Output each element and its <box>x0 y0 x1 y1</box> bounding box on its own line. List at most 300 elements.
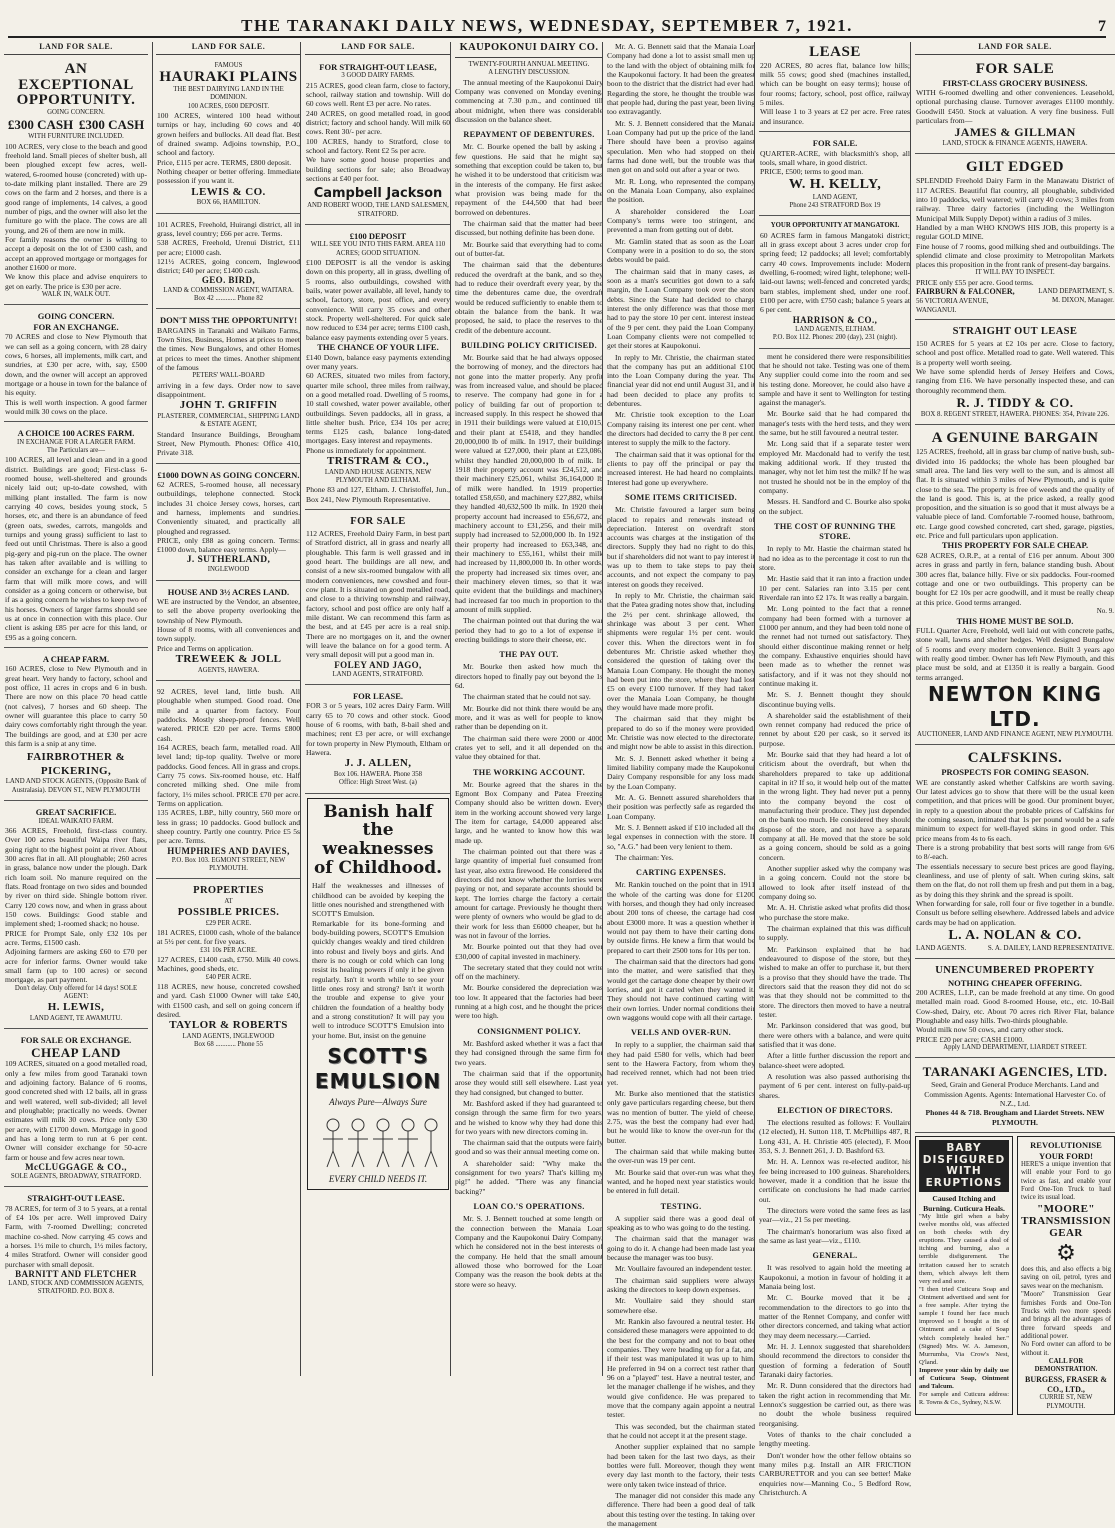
ad-heading: GOING CONCERN. <box>37 311 115 322</box>
ad-body: Half the weaknesses and illnesses of childhood can be avoided by keeping the little ones nourished and strengthened with SCOTT'S Emulsion. <box>312 881 444 919</box>
listing: 220 ACRES, 80 acres flat, balance low hills; milk 55 cows; good shed (machines installed, which can be bought on easy terms); house of four rooms; factory, school, post office, railway 5 miles. <box>760 60 910 108</box>
agent-contact: Box 42 ............ Phone 82 <box>193 294 264 302</box>
ad-body: WITH 6-roomed dwelling and other conveniences. Leasehold, optional purchasing clause. Turnover averages £1100 monthly. Goodwill £450. Stock at valuation. A very fine business. Full particulars from— <box>916 88 1114 126</box>
article-headline: KAUPOKONUI DAIRY CO. <box>455 42 603 58</box>
ad-house-and-land <box>156 584 301 681</box>
article-section-heading: LOAN CO.'S OPERATIONS. <box>473 1202 585 1212</box>
ad-body: 70 ACRES and close to New Plymouth that we can sell as a going concern, with 28 dairy cows, 6 horses, all implements, milk cart, and sundries, at £30 per acre, with, say, £500 down, and the owner will accept an approved mortgage or a house in town for the balance of his equity. <box>5 332 147 398</box>
ad-body: 60 ACRES farm in famous Mangatoki district; all in grass except about 3 acres under crop for spring feed; 12 paddocks; all level; comfortably carry 40 cows. Improvements include: Modern dwelling, 6-roomed; wired light, telephone; well-laid-out lawns; well-fenced and concreted yards; barn stables, implement shed, under one roof. £100 per acre, with £750 cash; balance 5 years at 6 per cent. <box>760 230 910 315</box>
agent-name: HUMPHRIES AND DAVIES, <box>167 845 290 856</box>
ad-lease <box>759 42 911 132</box>
article-paragraph: Mr. Parkinson considered that was good, but there were others with a balance, and were quite satisfied that it was done. <box>759 1021 911 1049</box>
article-paragraph: The chairman said that they might be prepared to do so if the money were provided. Mr. Christie was now elected to the directorate, and might now be able to assist in this direction. <box>607 714 755 752</box>
ad-note: CALL FOR DEMONSTRATION. <box>1034 1358 1098 1374</box>
article-paragraph: Mr. S. J. Bennett asked whether it being a limited liability company made the Kaupokonui Dairy Company responsible for any loss made by the Loan Company. <box>607 753 755 791</box>
listing: 164 ACRES, beach farm, metalled road. All level land; tip-top quality. Twelve or more paddocks. Good fences. All in grass and crops. Carry 75 cows. Six-roomed house, etc. Half concreted milking shed. One mile from factory, 1½ miles school. PRICE £70 per acre. Terms on application. <box>157 742 300 808</box>
ad-price: Price, £115 per acre. TERMS, £800 deposit. <box>157 157 292 167</box>
article-paragraph: Another supplier asked why the company was in a going concern. Could not the store be allowed to look after itself instead of the company doing so. <box>759 864 911 902</box>
ad-heading: HAURAKI PLAINS <box>159 69 298 86</box>
column-4-news <box>450 42 603 1376</box>
ad-body: HERE'S a unique invention that will enable your Ford to go twice as fast, and enable your Ford One-Ton Truck to haul twice its usual load. <box>1021 1160 1111 1202</box>
ad-heading: CHEAP LAND <box>31 1044 121 1060</box>
ad-subheading: FAMOUS <box>214 61 243 69</box>
ad-heading: BABY DISFIGURED WITH ERUPTIONS <box>919 1140 1009 1192</box>
article-paragraph: Mr. Long pointed to the fact that a rennet company had been formed with a turnover at £1000 per annum, and they had been told none of the rennet had not turned out satisfactory. They should either discontinue making rennet or help the company. Exhaustive enquiries should have been made as to whether the rennet was satisfactory, and if it was not they should not continue making it. <box>759 604 911 688</box>
ad-heading: Banish half the weaknesses of Childhood. <box>313 801 443 878</box>
ad-body: 160 ACRES, close to New Plymouth and in great heart. Very handy to factory, school and post office, 11 acres in crops and 6 in bush. There are now on this place 70 head cattle (not calves), 7 horses and 60 sheep. The owner will guarantee this place to carry 50 dairy cows comfortably right through the year. The buildings are good, and at £30 per acre this farm is a snip at any time. <box>5 664 147 749</box>
ad-heading: FOR SALE OR EXCHANGE. <box>20 1035 132 1046</box>
ad-subheading: PETERS' WALL-BOARD <box>192 372 265 380</box>
column-2 <box>152 42 301 1376</box>
agent-address: PLASTERER, COMMERCIAL, SHIPPING LAND & ESTATE AGENT, <box>157 412 300 429</box>
ad-body: 100 ACRES, wintered 100 head without turnips or hay, including 60 cows and 40 grown heifers and bullocks. All dead flat. Best of drained swamp. Adjoins township, P.O., school and factory. <box>157 111 300 158</box>
article-paragraph: Mr. Bourke then asked how much the directors hoped to finally pay out beyond the 1s 6d. <box>455 662 603 690</box>
listing: 181 ACRES, £1000 cash, whole of the balance at 5½ per cent. for five years. <box>157 927 300 947</box>
ad-subheading: GOING CONCERN. <box>47 109 105 117</box>
ad-heading: AN EXCEPTIONAL OPPORTUNITY. <box>16 60 136 109</box>
ad-body: 100 ACRES, very close to the beach and good freehold land. Small pieces of shelter bush, all been ploughed except few acres, well-watered, 6-roomed house (concreted) with up-to-date milking plant installed. There are 29 cows on the farm and 2 horses, and there is a good range of implements, 14 calves, a good number of pigs, and the owner will also let the furniture go with the place. The cows are all young, and 26 of them are now in milk. <box>5 141 147 235</box>
agent-name: McCLUGGAGE & CO., <box>25 1161 127 1172</box>
ad-cheap-farm <box>4 651 148 801</box>
agent-address: BOX 8. REGENT STREET, HAWERA. PHONES: 354, Private 226. <box>920 411 1110 419</box>
ad-footer: WALK IN, WALK OUT. <box>41 291 111 299</box>
ad-properties <box>156 882 301 1054</box>
column-5-news <box>602 42 755 1528</box>
article-section-heading: THE WORKING ACCOUNT. <box>473 767 585 777</box>
article-paragraph: Mr. Voullaire favoured an independent tester. <box>615 1264 753 1274</box>
agent-address: 56 VICTORIA AVENUE, WANGANUI. <box>916 297 989 314</box>
article-section-heading: REPAYMENT OF DEBENTURES. <box>463 130 595 140</box>
article-paragraph: A shareholder considered the Loan Company's terms were too stringent, and prevented a man from getting out of debt. <box>607 206 755 235</box>
article-paragraph: The chairman said that if the opportunity arose they would still sell elsewhere. Last year they had consigned, but changed to butter. <box>455 1068 603 1097</box>
ad-body: FOR 3 or 5 years, 102 acres Dairy Farm. Will carry 65 to 70 cows and other stock. Good house of 6 rooms, with bath, 8-bail shed and machines; rent £3 per acre, or will exchange for town property in New Plymouth, Eltham or Hawera. <box>306 701 450 758</box>
article-paragraph: The chairman said that the debentures reduced the overdraft at the bank, and so they had to reduce their overdraft every year, by the time the debentures came due, the overdraft would be reduced sufficiently to enable them to obtain the balance from the bank. It was proposed, he said, to place the reserves to the credit of the debenture account. <box>455 260 603 335</box>
ad-body: 200 ACRES, L.I.P., can be made freehold at any time. On good metalled main road. Good 8-roomed House, etc., etc. 10-Bail Cow-shed, Dairy, etc. About 70 acres rich River Flat, balance Ploughable and easy hills. Two-thirds ploughable. <box>916 988 1114 1026</box>
article-section-heading: SOME ITEMS CRITICISED. <box>625 493 737 503</box>
ad-heading: LEASE <box>809 44 861 60</box>
ad-heading: TARANAKI AGENCIES, LTD. <box>922 1064 1108 1080</box>
article-paragraph: Mr. H. A. Lennox was re-elected auditor, his fee being increased to 100 guineas. Shareholders, however, made it a condition that he issue the certificate on conclusions he had made carried out. <box>759 1157 911 1204</box>
ad-body: 112 ACRES, Freehold Dairy Farm, in best part of Stratford district, all in grass and nearly all ploughable. This farm is well grassed and in good heart. The buildings are all new, and consist of a new six-roomed bungalow with all modern conveniences, new cowshed and four-cow plant. It is situated on good metalled road, and close to a thriving township and railway, factory, school and post office are only half a mile distant. We can recommend this farm as the best, and at £45 per acre is a real snip. There are no mortgages on it, and the owner will leave the balance on for a good term. A very small deposit will put a good man in. <box>306 528 450 660</box>
ad-heading: FOR AN EXCHANGE. <box>33 321 119 332</box>
article-paragraph: The elections resulted as follows: F. Voullaire (12 elected), H. Sutton 118, T. McPhillips 487, R. Long 431, A. H. Christie 405 (elected), F. Moor 353, S. J. Bennett 261, J. D. Bashford 63. <box>759 1118 911 1156</box>
article-paragraph: The chairman said that in many cases, as soon as a man's securities got down to a safe margin, the Loan Company took over the store debts. Since the State had decided to charge interest the only difference was that those men had to pay the store 10 per cent. interest instead of the 9 per cent. they paid the Loan Company. Loan Company clients were not compelled to get their stores at Kaupokonui. <box>607 266 755 351</box>
article-paragraph: Mr. S. J. Bennett asked if £10 included all the legal expenses in connection with the store. If so, "A.G." had been very lenient to them. <box>607 823 755 851</box>
ad-body: WE are constantly asked whether Calfskins are worth saving. Our latest advices go to show that there will be the usual keen competition, and that prices will be good. Our prominent buyer, in reply to a question about the probable prices of Calfskins for the coming season, intimated that 1s per pound would be a safe minimum to expect for well-flayed skins in good order. This price means from 4s to 6s each. <box>916 777 1114 843</box>
agent-name: J. SUTHERLAND, <box>186 554 271 565</box>
ad-body: QUARTER-ACRE, with blacksmith's shop, all tools, small whare, in good district. <box>760 148 910 167</box>
price-right: £300 CASH <box>78 117 145 133</box>
ad-body: 628 ACRES, O.R.P., at a rental of £16 per annum. About 300 acres in grass and partly in fern, balance standing bush. About 300 acres flat, balance hilly. Five or six paddocks. Four-roomed cottage and one or two outbuildings. This property can be bought for £2 10s per acre goodwill, and it must be really cheap at this price. Good terms arranged. <box>916 550 1114 607</box>
article-section-heading: BUILDING POLICY CRITICISED. <box>461 340 597 350</box>
article-paragraph: Mr. Bourke agreed that the shares in the Egmont Box Company and Patea Freezing Company should also be written down. Every item in the working account showed very large. The item for cartage, £4,000 appeared also large, and he wanted to know how this was made up. <box>455 779 603 845</box>
article-paragraph: Mr. S. J. Bennett touched at some length on the connection between the Manaia Loan Company and the Kaupokonui Dairy Company, which he considered not in the best interests of the company. He held that the small amount allowed those who borrowed for the Loan Company was the reason the book debts at the store were so heavy. <box>455 1214 603 1289</box>
ad-body: Fine house of 7 rooms, good milking shed and outbuildings. The splendid climate and close proximity to Metropolitan Markets places this proposition in the front rank of present-day bargains. <box>916 241 1114 270</box>
ad-heading: Caused Itching and Burning. Cuticura Heals. <box>923 1194 1005 1213</box>
article-paragraph: Mr. Bourke said that they had heard a lot of criticism about the overdraft, but when the shareholders prepared to take up additional capital in it? If so, it would help out of the matter in the wrong light. They had never put a penny into the company beyond the cost of manufacturing their produce. They just depended on the bank too much. He considered they should dispose of the store, and not have a separate company at all. He moved that the store be sold as a going concern, should be sold as a going concern. <box>759 750 911 862</box>
article-paragraph: A shareholder said the establishment of their own rennet company had reduced the price of rennet by about £20 per cask, so it served its purpose. <box>759 710 911 748</box>
ad-body: We have some good house properties and building sections for sale; also Broadway sections at £40 per foot. <box>306 155 450 183</box>
ad-straight-out-lease <box>4 1190 148 1302</box>
ad-geo-bird <box>156 217 301 310</box>
article-paragraph: Mr. Bourke said that over-run was what they wanted, and he hoped next year statistics would be entered in full detail. <box>607 1167 755 1196</box>
ad-heading: GREAT SACRIFICE. <box>35 807 117 818</box>
ad-dont-miss <box>156 312 301 463</box>
article-paragraph: The chairman explained that this was difficult to supply. <box>759 924 911 943</box>
agent-name: J. J. ALLEN, <box>344 757 412 770</box>
ad-body: 125 ACRES, freehold, all in grass bar clump of native bush, sub-divided into 16 paddocks; the whole has been ploughed bar small area. The land lies very well to the sun, and is almost all flat. It is situated within 3 miles of New Plymouth, and is quite close to the sea. The property is free of weeds and the quality of the land is good. This is, at the price asked, a really good proposition, and the situation is so good that it must always be a valuable piece of land. Comfortable 7-roomed house, bathroom, etc. Large good cowshed concreted, cart shed, garage, pigsties, etc. Price and full particulars upon application. <box>916 447 1114 541</box>
ad-hauraki-plains <box>156 59 301 214</box>
column-header: LAND FOR SALE. <box>305 42 451 55</box>
ad-heading: UNENCUMBERED PROPERTY <box>935 964 1095 976</box>
agent-address: LAND AND HOUSE AGENTS, NEW PLYMOUTH AND ELTHAM. <box>324 468 432 485</box>
article-paragraph: This was seconded, but the chairman stated that he could not accept it at the present stage. <box>607 1421 755 1440</box>
ad-body: Remarkable for its bone-forming and body-building powers, SCOTT'S Emulsion quickly changes weakly and tired children into robust and lively boys and girls. And there is no cough or cold which can long resist its healing powers if only it be given regularly. Isn't it worth while to see your little ones rosy and strong? Isn't it worth the trouble and expense to give your children the foundation of a healthy body and a strong constitution? It will pay you well to introduce SCOTT'S Emulsion into your home. But, insist on the genuine <box>312 918 444 1040</box>
column-header: LAND FOR SALE. <box>4 42 148 55</box>
article-paragraph: Mr. Bourke said that everything had to come out of butter-fat. <box>455 239 603 258</box>
article-paragraph: Mr. Hastie said that it ran into a fraction under 10 per cent. Salaries ran into 3.15 per cent. Riverdale ran into £2 17s. It was really a bargain. <box>759 574 911 602</box>
listing: 538 ACRES, Freehold, Urenui District, £11 per acre; £1000 cash. <box>157 238 300 257</box>
ad-straight-out-lease <box>305 59 451 225</box>
ad-note: Apply LAND DEPARTMENT, LIARDET STREET. <box>943 1044 1087 1052</box>
article-paragraph: Mr. Bashford asked if they had guaranteed to consign through the same firm for two years, and he wished to know why they had done this for two years with new directors coming in. <box>455 1098 603 1136</box>
article-paragraph: The directors were voted the same fees as last year—viz., 21 5s per meeting. <box>759 1205 911 1225</box>
ad-heading: FOR LEASE. <box>352 690 404 701</box>
ad-body: Improve your skin by daily use of Cuticura Soap, Ointment and Talcum. <box>919 1366 1009 1391</box>
agent-row <box>916 287 1114 314</box>
article-paragraph: Mr. Bourke said that he had compared the manager's tests with the herd tests, and they were the same, but he still favoured a neutral tester. <box>759 409 911 438</box>
ad-body: When forwarding for sale, roll four or five together in a bundle. Consult us before selling elsewhere. Addressed labels and advice cards may be had on application. <box>916 898 1114 927</box>
ad-subheading: WILL SEE YOU INTO THIS FARM. AREA 110 ACRES; GOOD SITUATION. <box>310 241 446 257</box>
ad-subheading: £29 PER ACRE. <box>205 919 252 927</box>
agent-address: LAND AGENT, TE AWAMUTU. <box>29 1014 123 1022</box>
agent-contact: Box 106. HAWERA. Phone 358 <box>333 770 423 778</box>
ad-heading: YOUR OPPORTUNITY AT MANGATOKI. <box>770 222 900 230</box>
ad-body: Nothing cheaper or better offering. Immediate possession if you want it. <box>157 166 300 186</box>
article-paragraph: The annual meeting of the Kaupokonui Dairy Company was convened on Monday evening, commencing at 7.30 p.m., and continued till about midnight, when there was considerable discussion on the balance sheet. <box>455 77 603 124</box>
article-paragraph: The chairman: Yes. <box>615 852 674 862</box>
ad-heading: THE CHANCE OF YOUR LIFE. <box>317 342 439 353</box>
agent-address: INGLEWOOD <box>207 566 250 574</box>
masthead-title: THE TARANAKI DAILY NEWS, WEDNESDAY, SEPTEMBER 7, 1921. <box>241 16 853 35</box>
column-7 <box>910 42 1115 1410</box>
agent-address: LAND & COMMISSION AGENT, WAITARA. <box>163 286 294 294</box>
article-paragraph: The chairman's honorarium was also fixed at the same as last year—viz., £110. <box>759 1226 911 1245</box>
ad-cheap-land <box>4 1032 148 1187</box>
ad-for-sale <box>305 513 451 685</box>
ad-heading: GILT EDGED <box>966 159 1064 176</box>
ad-unencumbered-property <box>915 962 1115 1059</box>
article-paragraph: In reply to a supplier, the chairman said that they had paid £580 for vells, which had been sent to the Hawera Factory, from whom they had received rennet, which had not been tried yet. <box>607 1040 755 1087</box>
ad-body: £100 DEPOSIT is all the vendor is asking down on this property, all in grass, dwelling of 5 rooms, also outbuildings, cowshed with bails, water power available, all level, handy to school, factory, store, post office, and every convenience. Will carry 35 cows and other stock. Property well-sheltered. For quick sale now reduced to £34 per acre; terms £100 cash, balance easy payments extending over 5 years. <box>306 258 450 342</box>
ad-heading: FOR SALE. <box>812 138 858 149</box>
agent-name: JAMES & GILLMAN <box>954 125 1076 140</box>
ad-body: No Ford owner can afford to be without it. <box>1021 1341 1111 1357</box>
ad-body: 62 ACRES, 5-roomed house, all necessary outbuildings, telephone connected. Stock includes 31 choice Jersey cows, horses, cart and harness, implements and sundries. Conveniently situated, and practically all ploughed and regrassed. <box>157 480 300 536</box>
ad-subheading: The Particulars are— <box>46 447 106 455</box>
article-paragraph: Mr. Gamlin stated that as soon as the Loan Company were in a position to do so, the store debts would be paid. <box>607 236 755 265</box>
article-section-heading: GENERAL. <box>812 1251 858 1261</box>
agent-contact: P.O. Box 112. Phones: 200 (day), 231 (night). <box>772 334 898 342</box>
ad-body: "Moore" Transmission Gear furnishes Fords and One-Ton Trucks with two more speeds and brings all the advantages of three forward speeds and additional power. <box>1021 1291 1111 1340</box>
article-paragraph: The chairman said that while making butter the over-run was 19 per cent. <box>607 1147 755 1166</box>
agent-block <box>916 287 1030 314</box>
article-section-heading: VELLS AND OVER-RUN. <box>630 1028 732 1038</box>
agent-address: LAND AGENTS, STRATFORD. <box>332 670 424 678</box>
column-6 <box>754 42 911 1497</box>
agent-name: TREWEEK & JOLL <box>175 653 282 666</box>
ad-heading: CALFSKINS. <box>967 750 1063 767</box>
article-paragraph: A shareholder said: "Why make the consignment for two years? That's killing my pig!" he added. "There was any financial backing?" <box>455 1158 603 1196</box>
ad-body: £140 Down, balance easy payments extending over many years. <box>306 352 450 371</box>
ad-body: 366 ACRES, Freehold, first-class country. Over 100 acres beautiful Waipa river flats, going right to the highest point at river. About 300 acres flat in all. All ploughable; 260 acres in grass, balance now under the plough. Dark rich loam soil. No manure required on the flats. Road frontage on two sides and bounded by river on third side. Shingle bottom river. Carry 120 cows now, and when in grass about 150 cows. Buildings: Good stable and implement shed; 1-roomed shack; no house. <box>5 825 147 929</box>
ad-choice-farm <box>4 425 148 648</box>
ad-body: Adjoining farmers are asking £60 to £70 per acre for inferior farms. Owner would take small farm (up to 100 acres) or second mortgage, as part payment. <box>5 947 147 985</box>
article-paragraph: Another supplier explained that no sample had been taken for the last two days, as their bottles were full. Moreover, though they went every day last month to the factory, their tests were only taken twice instead of thrice. <box>607 1442 755 1489</box>
ad-for-lease <box>305 688 451 794</box>
article-paragraph: After a little further discussion the report and balance-sheet were adopted. <box>759 1051 911 1070</box>
brand-logo: SCOTT'S EMULSION <box>314 1043 442 1093</box>
ad-scotts-emulsion <box>307 798 449 1191</box>
ad-great-sacrifice <box>4 804 148 1029</box>
agent-address: LAND AGENTS. <box>916 944 967 953</box>
agent-contact: Standard Insurance Buildings, Brougham Street, New Plymouth. Phones: Office 410, Private 318. <box>157 429 300 458</box>
ad-body: This is well worth inspection. A good farmer would milk 30 cows on the place. <box>5 397 147 416</box>
article-paragraph: Mr. Long said that if a separate tester were employed Mr. Macdonald had to verify the test, making additional work. If they trusted the manager, why not let him test the milk? If he was not trusted he should not be in the employ of the company. <box>759 439 911 496</box>
ad-note: WITH FURNITURE INCLUDED. <box>28 133 124 141</box>
children-illustration <box>313 1111 443 1171</box>
ad-price: PRICE for Prompt Sale, only £32 10s per acre. Terms, £1500 cash. <box>5 928 147 947</box>
article-paragraph: Mr. Voullaire said they should start somewhere else. <box>607 1296 755 1315</box>
article-paragraph: The manager did not consider this made any difference. There had been a good deal of talk about this testing over the testing. In taking over the management <box>607 1490 755 1528</box>
agent-address: AUCTIONEER, LAND AND FINANCE AGENT, NEW PLYMOUTH. <box>917 731 1113 739</box>
agent-address: P.O. Box 103. EGMONT STREET, NEW PLYMOUTH. <box>171 856 286 872</box>
article-paragraph: The chairman said that it was optional for the clients to pay off the principal or pay the increased interest. He had heard no complaints. Interest had gone up everywhere. <box>607 449 755 487</box>
listing: 127 ACRES, £1400 cash, £750. Milk 40 cows. Machines, good sheds, etc. <box>157 954 300 974</box>
agent-department: LAND DEPARTMENT, S. M. DIXON, Manager. <box>1038 287 1114 304</box>
ad-price: PRICE, only £88 as going concern. Terms: £1000 down, balance easy terms. Apply— <box>157 536 300 555</box>
ad-body: We know this place and advise enquirers to get on early. The price is £30 per acre. <box>5 272 147 291</box>
ad-heading: PROPERTIES <box>193 885 264 897</box>
ad-subheading: IN EXCHANGE FOR A LARGER FARM. <box>16 438 136 446</box>
agent-address: LAND AGENTS, ELTHAM. <box>795 325 875 333</box>
article-paragraph: Mr. Bourke considered the depreciation was too low. It appeared that the factories had been running at a high cost, and he thought the prices were too high. <box>455 983 603 1021</box>
ad-body: The essentials necessary to secure best prices are good flaying, cleanliness, and use of plenty of salt. When curing skins, salt them on the flat, do not roll them up fresh and put them in a bag, as by doing this they shrink and the spread is spoilt. <box>916 861 1114 899</box>
ad-heading: FOR SALE <box>350 516 406 528</box>
ad-body: Phones 44 & 718. Brougham and Liardet Streets. NEW PLYMOUTH. <box>925 1108 1105 1127</box>
ad-heading: "MOORE" TRANSMISSION GEAR <box>1021 1202 1111 1239</box>
ad-subheading: 3 GOOD DAIRY FARMS. <box>341 72 415 80</box>
agent-contact: Phone 83 and 127, Eltham. J. Christoffel, Jun., Box 241, New Plymouth Representative. <box>306 485 450 504</box>
listing: 135 ACRES, LBP., hilly country, 560 more or less in grass; 10 paddocks. Good bullock and sheep country. Partly one country. Price £5 5s per acre. Terms. <box>157 808 300 846</box>
ad-heading: PROSPECTS FOR COMING SEASON. <box>941 767 1089 778</box>
agent-address: LAND AGENT, <box>812 193 858 201</box>
ad-humphries-davies <box>156 684 301 879</box>
agent-address: BOX 66, HAMILTON. <box>196 199 261 207</box>
ad-body: arriving in a few days. Order now to save disappointment. <box>157 380 300 400</box>
ad-body: There is a strong probability that best sorts will range from 6/6 to 8/-each. <box>916 842 1114 862</box>
article-paragraph: In reply to Mr. Hastie the chairman stated he had no idea as to the percentage it cost to run the store. <box>759 544 911 572</box>
ad-body: does this, and also effects a big saving on oil, petrol, tyres and saves wear on the mechanism. <box>1021 1266 1111 1290</box>
article-paragraph: Mr. Christie took exception to the Loan Company raising its interest one per cent. when the directors had decided to carry the 8 per cent. interest to supply the milk to the factory. <box>607 410 755 448</box>
ad-price: PRICE £20 per acre; CASH £1000. <box>916 1034 1024 1044</box>
agent-name: GEO. BIRD, <box>201 275 256 286</box>
ad-heading: DON'T MISS THE OPPORTUNITY! <box>159 315 298 326</box>
listing: 240 ACRES, on good metalled road, in good district; factory and school handy. Will milk 60 cows. Rent 30/- per acre. <box>306 108 450 137</box>
article-paragraph: Mr. Bourke said that he had always opposed the borrowing of money, and the directors had not gone into the matter properly. Any profit was from increased value, and should be placed to reserve. The company had gone in for a policy of building far out of proportion to increased supply. In this respect he showed that in 1911 their buildings were valued at £10,015, and their plant at £5418, and they handled 20,000,000 lb of milk. In 1917, their buildings were valued at £27,000, their plant at £23,086, whilst they handled 20,000,000 lb of milk. In 1918 their property account was £24,512, and their machinery £25,061, whilst 36,164,000 lb of milk were handled. In 1919 properties totalled £58,650, and machinery £27,882, whilst they handled 40,632,500 lb milk. In 1920 their property account had increased to £56,672, and machinery account to £31,256, and their milk supply had increased to 52,000,000 lb. In 1921 their property had increased to £63,348, and their machinery to £55,161, whilst their milk had increased by 11,800,000 lb. In other words, the property had increased six times over, and their machinery eleven times, so that it was quite evident that the buildings and machinery had increased far too much in proportion to the amount of milk supplied. <box>455 352 603 614</box>
article-paragraph: The chairman said there were 2000 or 4000 crates yet to sell, and it all depended on the value they obtained for that. <box>455 733 603 762</box>
article-paragraph: Messrs. H. Sandford and C. Bourke also spoke on the subject. <box>759 497 911 516</box>
ad-heading: HOUSE AND 3½ ACRES LAND. <box>167 586 290 597</box>
article-paragraph: ment he considered there were responsibilities that he should not take. Testing was one of them. Any supplier could come into the room and see his testing done. Moreover, he could also have a sample and have it sent to Wellington for testing against the manager's. <box>759 351 911 408</box>
ad-body: For family reasons the owner is willing to accept a deposit on the lot of £300 cash, and accept an approved mortgage or mortgages for another £1600 or more. <box>5 235 147 273</box>
ad-moore-gear <box>1017 1136 1115 1415</box>
ad-body: 60 ACRES, situated two miles from factory, quarter mile school, three miles from railway, on a good metalled road. Dwelling of 5 rooms, 10 stall cowshed, water power available, other outbuildings. Seven paddocks, all in grass, a little shelter bush. Price, £34 10s per acre; terms £125 cash, balance long-dated mortgages. Easy interest and repayments. <box>306 371 450 446</box>
article-paragraph: Mr. S. J. Bennett considered that the Manaia Loan Company had put up the price of the land. There should have been a proviso against speculation. Men who had stopped on their farms had done well, but the trouble was that men got on and sold out after a year or two. <box>607 118 755 175</box>
tagline: Always Pure—Always Sure <box>329 1097 427 1108</box>
ad-body: Phone us immediately for appointment. <box>306 445 427 455</box>
agent-contact: Box 68 ............ Phone 55 <box>193 1041 264 1049</box>
article-paragraph: It was resolved to again hold the meeting at Kaupokonui, a motion in favour of holding it at Manaia being lost. <box>759 1263 911 1292</box>
ad-body: BARGAINS in Taranaki and Waikato Farms, Town Sites, Business, Homes at prices to meet the times. New Bungalows, and other Homes at prices to meet the times. Another shipment of the famous <box>157 325 300 373</box>
ad-body: Would milk now 50 cows, and carry other stock. <box>916 1025 1064 1035</box>
ad-subheading: £40 PER ACRE. <box>205 973 252 981</box>
article-section-heading: ELECTION OF DIRECTORS. <box>777 1105 893 1115</box>
article-paragraph: The chairman said that the manager was going to do it. A change had been made last year because the manager was too busy. <box>607 1234 755 1263</box>
article-paragraph: Mr. Bourke pointed out that they had over £30,000 of capital invested in machinery. <box>455 942 603 961</box>
article-paragraph: Mr. Christie favoured a larger sum being placed to repairs and renewals instead of depreciation. Interest on overdraft store accounts was charges at the instigation of the directors. Supply they had no right to do this, but if shareholders did not want to pay interest it was up to them to take steps to pay their accounts, and not expect the company to pay interest on goods they received. <box>607 505 755 589</box>
article-paragraph: Mr. Parkinson explained that he had endeavoured to dispose of the store, but they wished to make an offer to purchase it, but there is a proviso that they should have the trade. The directors said that the reason they did not do so was that they should not be committed to the store. The directors then moved to have a neutral tester. <box>759 944 911 1019</box>
ad-body: Handled by a man WHO KNOWS HIS JOB, this property is a regular GOLD MINE. <box>916 222 1114 242</box>
article-paragraph: Mr. Bashford asked whether it was a fact that they had consigned through the same firm for two years. <box>455 1038 603 1067</box>
ad-mangatoki <box>759 219 911 348</box>
ad-body: 100 ACRES, all level and clean and in a good district. Buildings are good; First-class 6-roomed house, well-sheltered and grounds nicely laid out; up-to-date cowshed, with milking plant installed. The farm is now carrying 40 cows, besides young stock, 5 horses, etc, and there is an abundance of feed (green oats, swedes, carrots, mangolds and turnips and young grass) sufficient to last to feed out until Christmas. There is also a good pig-gery and pig-run on the place. The owner has taken after available and is willing to consider an exchange for a clean and larger farm that will milk more cows, and will consider as a going concern or otherwise, but if as a going concern he wishes to keep two of his horses. Owners of larger farms should see us at once in connection with this place. Our client is asking £85 per acre for this land, or £95 as a going concern. <box>5 455 147 642</box>
ad-1000-down <box>156 467 301 581</box>
ad-subheading: AT <box>224 898 233 906</box>
page-number: 7 <box>1098 18 1106 35</box>
gear-icon: ⚙ <box>1056 1240 1076 1266</box>
ad-100-deposit <box>305 228 451 510</box>
ad-footer: EVERY CHILD NEEDS IT. <box>328 1174 428 1185</box>
article-paragraph: Mr. Bourke did not think there would be any more, and it was as well for people to know rather than be depending on it. <box>455 703 603 732</box>
article-paragraph: The chairman pointed out that there was a large quantity of imperial fuel consumed from last year, also extra firewood. He considered the directors did not know whether the lorries were paying or not, and separate accounts should be kept. The lorries charge the factory a certain amount for cartage. Previously he thought there were plenty of owners who would be glad to do their work for less than £6000 cheaper, but he was not in favour of the lorries. <box>455 846 603 940</box>
ad-body: For sample and Cuticura address: R. Towns & Co., Sydney, N.S.W. <box>919 1391 1009 1406</box>
article-paragraph: Mr. Burke also mentioned that the statistics only gave particulars regarding cheese, but there was no mention of butter. The yield of cheese, 2.75, was the best the company had ever had, but he would like to know the over-run for the butter. <box>607 1089 755 1145</box>
ad-body: SPLENDID Freehold Dairy Farm in the Manawatu District of 117 ACRES. Beautiful flat country, all ploughable, subdivided into 10 paddocks, well watered; will carry 40 cows; 3 miles from railway. Three dairy factories (including the Wellington Municipal Milk Supply Depot) within a radius of 3 miles. <box>916 176 1114 223</box>
article-paragraph: The secretary stated that they could not write off on the machinery. <box>455 962 603 982</box>
masthead <box>8 10 1106 38</box>
column-header: LAND FOR SALE. <box>915 42 1115 55</box>
ad-gilt-edged <box>915 157 1115 320</box>
agent-name: W. H. KELLY, <box>788 177 882 193</box>
ad-heading: STRAIGHT OUT LEASE <box>952 326 1078 338</box>
article-paragraph: Mr. A. G. Bennett assured shareholders that their position was perfectly safe as regarded the Loan Company. <box>607 793 755 821</box>
ad-going-concern <box>4 308 148 422</box>
ad-heading: FIRST-CLASS GROCERY BUSINESS. <box>942 77 1088 88</box>
article-paragraph: The chairman stated that he could not say. <box>463 692 591 702</box>
column-1 <box>4 42 148 1376</box>
price-row <box>5 117 147 133</box>
article-section-heading: CONSIGNMENT POLICY. <box>477 1026 581 1036</box>
column-3 <box>300 42 451 1376</box>
agent-name: FAIRBURN & FALCONER, <box>916 287 1015 297</box>
agent-address: AGENTS, HAWERA. <box>197 666 260 674</box>
article-paragraph: A resolution was also passed authorising the payment of 6 per cent. interest on fully-paid-up shares. <box>759 1071 911 1100</box>
ad-heading: £100 DEPOSIT <box>349 230 407 241</box>
ad-heading: A GENUINE BARGAIN <box>931 430 1099 447</box>
agent-name: JOHN T. GRIFFIN <box>179 399 278 412</box>
ad-heading: £1000 DOWN AS GOING CONCERN. <box>157 469 300 480</box>
article-paragraph: The chairman said suppliers were always asking the directors to keep down expenses. <box>607 1275 755 1295</box>
bottom-ads-row <box>915 1136 1115 1415</box>
ad-body: FULL Quarter Acre, Freehold, well laid out with concrete paths, stone wall, lawns and shelter hedges. Well designed Bungalow of 5 rooms and every modern convenience. Built 3 years ago with really good timber. Owner has left New Plymouth, and this place must be sold, and at £1350 it is really a bargain. Good terms arranged. <box>916 625 1114 682</box>
ad-note: IT WILL PAY TO INSPECT. <box>975 269 1055 277</box>
ad-heading: A CHOICE 100 ACRES FARM. <box>17 428 135 439</box>
ad-heading: REVOLUTIONISE YOUR FORD! <box>1030 1140 1102 1161</box>
agent-name: R. J. TIDDY & CO. <box>956 395 1074 411</box>
article-paragraph: Don't wonder how the other fellow obtains so many miles p.g. Install an AIR FRICTION CARBURETTOR and you can see better! Make enquiries now—Manning Co., 5 Bedford Row, Christchurch. A <box>759 1450 911 1497</box>
article-paragraph: Mr. C. Bourke opened the ball by asking a few questions. He said that he might say something that exception could be taken to, but he wished it to be understood that criticism was in the interests of the company. He first asked what provision was being made for the repayment of the £44,500 that had been borrowed on debentures. <box>455 142 603 217</box>
ad-body: Price and Terms on application. <box>157 643 254 653</box>
article-paragraph: Mr. A. H. Christie asked what profits did those who purchase the store make. <box>759 903 911 922</box>
ad-blacksmith <box>759 135 911 216</box>
ad-body: Seed, Grain and General Produce Merchants. Land and Commission Agents. Agents: International Harvester Co. of N.Z., Ltd. <box>924 1080 1106 1109</box>
listing: 215 ACRES, good clean farm, close to factory, school, railway station and township. Will do 60 cows well. Rent £3 per acre. No rates. <box>306 80 450 109</box>
agent-address: Office: High Street West. (a) <box>339 779 417 787</box>
agent-name: FAIRBROTHER & PICKERING, <box>26 751 126 777</box>
agent-name: NEWTON KING LTD. <box>928 681 1102 731</box>
ad-number: No. 9. <box>1096 606 1114 615</box>
ad-subheading: IDEAL WAIKATO FARM. <box>38 817 114 825</box>
article-section-heading: TESTING. <box>660 1201 702 1211</box>
ad-heading: THIS HOME MUST BE SOLD. <box>956 615 1074 626</box>
article-paragraph: The chairman said that the outputs were fairly good and so was their annual meeting come on. <box>455 1138 603 1157</box>
article-subheading: TWENTY-FOURTH ANNUAL MEETING. <box>468 60 590 68</box>
agent-address: LAND AGENTS, INGLEWOOD <box>182 1032 275 1040</box>
agent-address: LAND, STOCK & FINANCE AGENTS, HAWERA. <box>942 140 1088 148</box>
agent-address: SOLE AGENTS, BROADWAY, STRATFORD. <box>10 1172 142 1180</box>
listing: 121½ ACRES, going concern, Inglewood district; £40 per acre; £1400 cash. <box>157 256 300 276</box>
listing: 100 ACRES, handy to Stratford, close to school and factory. Rent £2 5s per acre. <box>306 136 450 155</box>
price-left: £300 CASH <box>7 117 74 133</box>
listing: 101 ACRES, Freehold, Huirangi district, all in grass, level country; £66 per acre. Terms. <box>157 219 300 238</box>
listing: 118 ACRES, new house, concreted cowshed and yard. Cash £1000 Owner will take £40, with £1500 cash, and sell on going concern if desired. <box>157 981 300 1019</box>
ad-body: House of 8 rooms, with all conveniences and town supply. <box>157 625 300 644</box>
article-subheading: A LENGTHY DISCUSSION. <box>488 69 570 77</box>
agent-address: LAND, STOCK AND COMMISSION AGENTS, STRATFORD. P.O. BOX 8. <box>8 1280 144 1296</box>
article-paragraph: Mr. C. Bourke moved that it be a recommendation to the directors to go into the matter of the Rennet Company, and confer with other directors concerned, and taking what action they may deem necessary.—Carried. <box>759 1293 911 1340</box>
ad-grocery-business <box>915 59 1115 155</box>
article-paragraph: Mr. S. J. Bennett thought they should discontinue buying vells. <box>759 690 911 709</box>
ad-calfskins <box>915 748 1115 958</box>
agent-name: TAYLOR & ROBERTS <box>169 1019 288 1032</box>
article-section-heading: THE COST OF RUNNING THE STORE. <box>774 522 896 542</box>
article-paragraph: Mr. Rankin also favoured a neutral tester. He considered these managers were appointed to do the best for the company and not to beat other companies. They were heading up for a fat, and if their test was manipulated it was up to him. He preferred in 94 on a correct test rather than 96 on a "played" test. Have a neutral tester, and let the manager challenge if he wishes, and they would give confidence. He was prepared to move that the company again appoint a neutral tester. <box>607 1317 755 1420</box>
article-paragraph: The chairman pointed out that during the war period they had to go to a lot of expense in erecting buildings to store their cheese, etc. <box>455 616 603 644</box>
listing: 92 ACRES, level land, little bush. All ploughable when stumped. Good road. One mile and a quarter from factory. Four paddocks. Mostly sheep-proof fences. Well watered. PRICE £20 per acre. Terms £800 cash. <box>157 687 300 743</box>
article-section-heading: THE PAY OUT. <box>499 650 559 660</box>
agent-address: CURRIE ST, NEW PLYMOUTH. <box>1039 1394 1093 1410</box>
ad-price: PRICE, £500; terms to good man. <box>760 167 864 177</box>
listing: Will lease 1 to 3 years at £2 per acre. Free rates and insurance. <box>760 107 910 126</box>
ad-body: WE are instructed by the Vendor, an absentee, to sell the above property overlooking the township of New Plymouth. <box>157 597 300 625</box>
article-paragraph: Mr. R. Dunn considered that the directors had taken the right action in recommending that Mr. Lennox's suggestion be carried out, as there was no doubt the whole business required reorganising. <box>759 1381 911 1428</box>
ad-heading: NOTHING CHEAPER OFFERING. <box>948 977 1082 988</box>
article-paragraph: Mr. H. J. Lennox suggested that shareholders should recommend the directors to consider the question of forming a federation of South Taranaki dairy factories. <box>759 1342 911 1379</box>
ad-body: "I then tried Cuticura Soap and Ointment advertised and sent for a free sample. After trying the sample I found her face much improved so I bought a tin of Ointment and a cake of Soap which completely healed her." (Signed) Mrs. W. A. Jameson, Murrumba, Via Crow's Nest, Q'land. <box>919 1285 1009 1366</box>
article-paragraph: Mr. Rankin touched on the point that in 1911 the whole of the carting was done for £1200 with horses, and though they had only increased about 200 tons of cheese, the cartage had cost about £3000 more. It was a question whether it would not pay them to have their carting done by outside firms. He knew a firm that would be prepared to cart their 2500 tons for 10s per ton. <box>607 880 755 955</box>
article-section-heading: CARTING EXPENSES. <box>636 868 726 878</box>
